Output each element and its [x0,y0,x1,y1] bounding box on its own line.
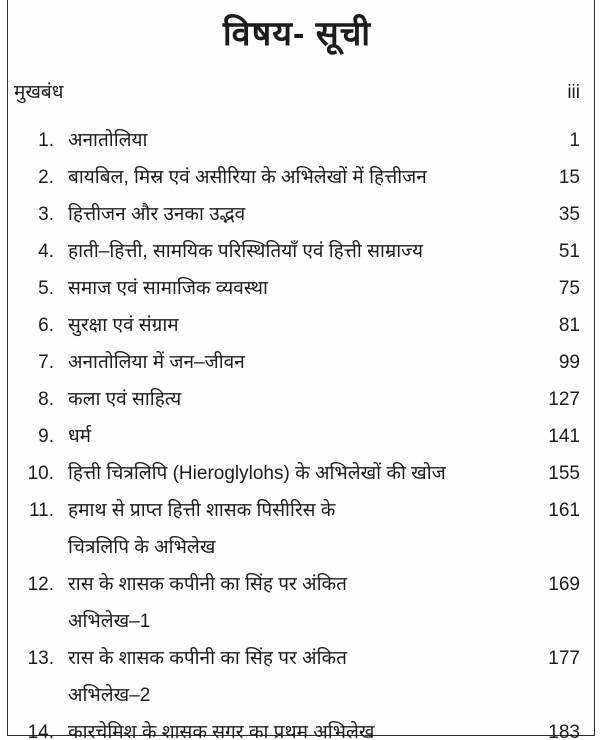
front-matter-page-number: iii [567,82,580,103]
toc-item-number: 1. [38,130,54,151]
toc-item-number: 14. [27,722,54,740]
toc-item [14,455,580,492]
toc-item-title [54,381,536,418]
toc-item-title [54,344,536,381]
toc-item-page: 81 [558,315,580,336]
toc-item-number: 10. [27,463,54,484]
toc-item-number: 8. [38,389,54,410]
toc-item-title [54,122,536,159]
toc-item-title-line: कारचेमिश के शासक सगर का प्रथम अभिलेख [68,722,375,740]
toc-item-page: 161 [548,500,580,521]
toc-item-page: 183 [548,722,580,740]
toc-item-title [54,159,536,196]
toc-item [14,159,580,196]
toc-item-page: 177 [548,648,580,669]
toc-item [14,640,580,714]
toc-item-page: 141 [548,426,580,447]
toc-item-page: 99 [558,352,580,373]
toc-item-title [54,196,536,233]
toc-item [14,270,580,307]
toc-item-number: 3. [38,204,54,225]
toc-item-title-line: चित्रलिपि के अभिलेख [68,537,216,558]
toc-item-page: 169 [548,574,580,595]
page-title: विषय- सूची [222,15,372,53]
toc-item-page: 155 [548,463,580,484]
toc-item-title-line: सुरक्षा एवं संग्राम [68,315,179,336]
toc-item-title-line: कला एवं साहित्य [68,389,182,410]
toc-item [14,566,580,640]
toc-item-title [54,418,536,455]
toc-item-title [54,714,536,740]
toc-item [14,307,580,344]
toc-item-number: 4. [38,241,54,262]
toc-item-title-line: अभिलेख–1 [68,611,151,632]
toc-item-title-line: धर्म [68,426,92,447]
toc-list [14,122,580,740]
toc-item-number: 2. [38,167,54,188]
toc-item-title-line: हित्ती चित्रलिपि (Hieroglylohs) के अभिलेखों की खोज [68,463,446,484]
toc-item [14,492,580,566]
toc-item-title-line: रास के शासक कपीनी का सिंह पर अंकित [68,574,347,595]
toc-item-title-line: अभिलेख–2 [68,685,151,706]
toc-item-page: 51 [558,241,580,262]
toc-item-number: 11. [28,500,54,521]
front-matter-label: मुखबंध [14,82,64,103]
toc-item-title [54,270,536,307]
toc-item-title [54,455,536,492]
toc-item-title-line: बायबिल, मिस्र एवं असीरिया के अभिलेखों में हित्तीजन [68,167,427,188]
toc-item-number: 9. [38,426,54,447]
toc-item-title [54,233,536,270]
toc-item-title [54,492,536,566]
toc-item-number: 5. [38,278,54,299]
front-matter-row [14,80,580,106]
toc-item [14,418,580,455]
toc-item [14,233,580,270]
toc-item-title [54,566,536,640]
toc-item-number: 12. [27,574,54,595]
toc-item-page: 35 [558,204,580,225]
toc-item-title-line: अनातोलिया [68,130,148,151]
toc-item-page: 75 [558,278,580,299]
toc-item-title-line: अनातोलिया में जन–जीवन [68,352,245,373]
toc-item [14,196,580,233]
toc-item-title-line: समाज एवं सामाजिक व्यवस्था [68,278,268,299]
toc-item [14,122,580,159]
toc-item [14,381,580,418]
toc-item-number: 7. [38,352,54,373]
toc-item-title-line: हमाथ से प्राप्त हित्ती शासक पिसीरिस के [68,500,336,521]
toc-item-page: 1 [569,130,580,151]
toc-item-title-line: हाती–हित्ती, सामयिक परिस्थितियाँ एवं हित्ती साम्राज्य [68,241,424,262]
toc-item-page: 15 [558,167,580,188]
toc-item-title-line: हित्तीजन और उनका उद्भव [68,204,246,225]
toc-item-title-line: रास के शासक कपीनी का सिंह पर अंकित [68,648,347,669]
toc-item [14,344,580,381]
toc-item-number: 13. [27,648,54,669]
toc-item-title [54,307,536,344]
toc-item-page: 127 [548,389,580,410]
toc-item-number: 6. [38,315,54,336]
toc-item-title [54,640,536,714]
toc-item [14,714,580,740]
